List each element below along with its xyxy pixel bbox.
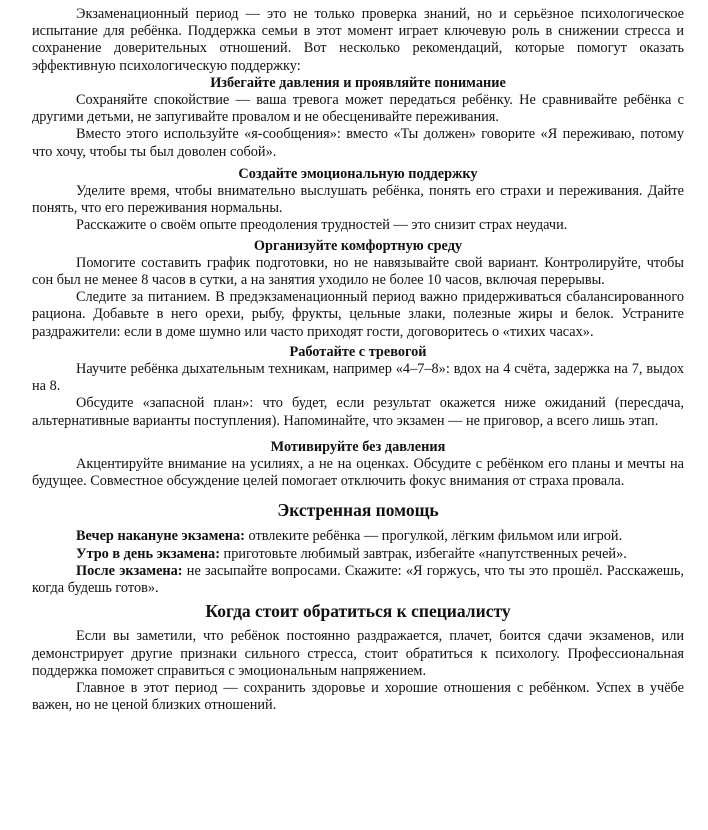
emergency-title: Экстренная помощь bbox=[277, 500, 439, 521]
section-paragraph: Расскажите о своём опыте преодоления трудностей — это снизит страх неудачи. bbox=[76, 217, 568, 234]
emergency-item-text: отвлеките ребёнка — прогулкой, лёгким фильмом или игрой. bbox=[244, 528, 623, 545]
specialist-title: Когда стоит обратиться к специалисту bbox=[205, 601, 511, 622]
section-paragraph: Уделите время, чтобы внимательно выслушать ребёнка, понять его страхи и переживания. Дайте понять, что его переживания нормальны. bbox=[32, 183, 684, 217]
emergency-item bbox=[32, 528, 684, 545]
intro-paragraph: Экзаменационный период — это не только проверка знаний, но и серьёзное психологическое испытание для ребёнка. Поддержка семьи в этот момент играет ключевую роль в снижении стресса и сохранение доверительных отношений. Вот несколько рекомендаций, которые помогут оказать эффективную психологическую поддержку: bbox=[32, 6, 684, 74]
section-heading-environment: Организуйте комфортную среду bbox=[253, 237, 463, 254]
section-heading-anxiety: Работайте с тревогой bbox=[289, 343, 427, 360]
section-heading-pressure: Избегайте давления и проявляйте понимание bbox=[210, 74, 506, 91]
emergency-item-text: приготовьте любимый завтрак, избегайте «напутственных речей». bbox=[219, 545, 627, 562]
emergency-item-text: не засыпайте вопросами. Скажите: «Я горжусь, что ты это прошёл. Расскажешь, когда будешь готов». bbox=[32, 562, 684, 597]
emergency-item bbox=[32, 546, 684, 563]
specialist-paragraph: Главное в этот период — сохранить здоровье и хорошие отношения с ребёнком. Успех в учёбе важен, но не ценой близких отношений. bbox=[32, 679, 684, 714]
emergency-item-label: Вечер накануне экзамена: bbox=[76, 528, 245, 545]
emergency-item-label: Утро в день экзамена: bbox=[76, 545, 220, 562]
section-paragraph: Следите за питанием. В предэкзаменационный период важно придерживаться сбалансированного рациона. Добавьте в него орехи, рыбу, фрукты, цельные злаки, полезные жиры и белок. Устраните раздражители: если в доме шумно или часто приходят гости, договоритесь о «тихих часах». bbox=[32, 289, 684, 340]
section-paragraph: Акцентируйте внимание на усилиях, а не на оценках. Обсудите с ребёнком его планы и мечты на будущее. Совместное обсуждение целей помогает отключить фокус внимания от страха провала. bbox=[32, 456, 684, 490]
section-heading-emotional-support: Создайте эмоциональную поддержку bbox=[238, 165, 478, 182]
section-paragraph: Обсудите «запасной план»: что будет, если результат окажется ниже ожиданий (пересдача, альтернативные варианты поступления). Напоминайте, что экзамен — не приговор, а всего лишь этап. bbox=[32, 395, 684, 429]
section-paragraph: Вместо этого используйте «я-сообщения»: вместо «Ты должен» говорите «Я переживаю, потому что хочу, чтобы ты был доволен собой». bbox=[32, 126, 684, 160]
emergency-item bbox=[32, 563, 684, 597]
emergency-item-label: После экзамена: bbox=[76, 562, 183, 579]
section-paragraph: Помогите составить график подготовки, но не навязывайте свой вариант. Контролируйте, чтобы сон был не менее 8 часов в сутки, а на занятия уходило не более 10 часов, включая перерывы. bbox=[32, 254, 684, 289]
section-heading-motivation: Мотивируйте без давления bbox=[270, 438, 446, 455]
section-paragraph: Научите ребёнка дыхательным техникам, например «4–7–8»: вдох на 4 счёта, задержка на 7, выдох на 8. bbox=[32, 361, 684, 395]
section-paragraph: Сохраняйте спокойствие — ваша тревога может передаться ребёнку. Не сравнивайте ребёнка с другими детьми, не запугивайте провалом и не обесценивайте переживания. bbox=[32, 92, 684, 126]
specialist-paragraph: Если вы заметили, что ребёнок постоянно раздражается, плачет, боится сдачи экзаменов, или демонстрирует другие признаки сильного стресса, стоит обратиться к психологу. Профессиональная поддержка поможет справиться с эмоциональным напряжением. bbox=[32, 628, 684, 679]
